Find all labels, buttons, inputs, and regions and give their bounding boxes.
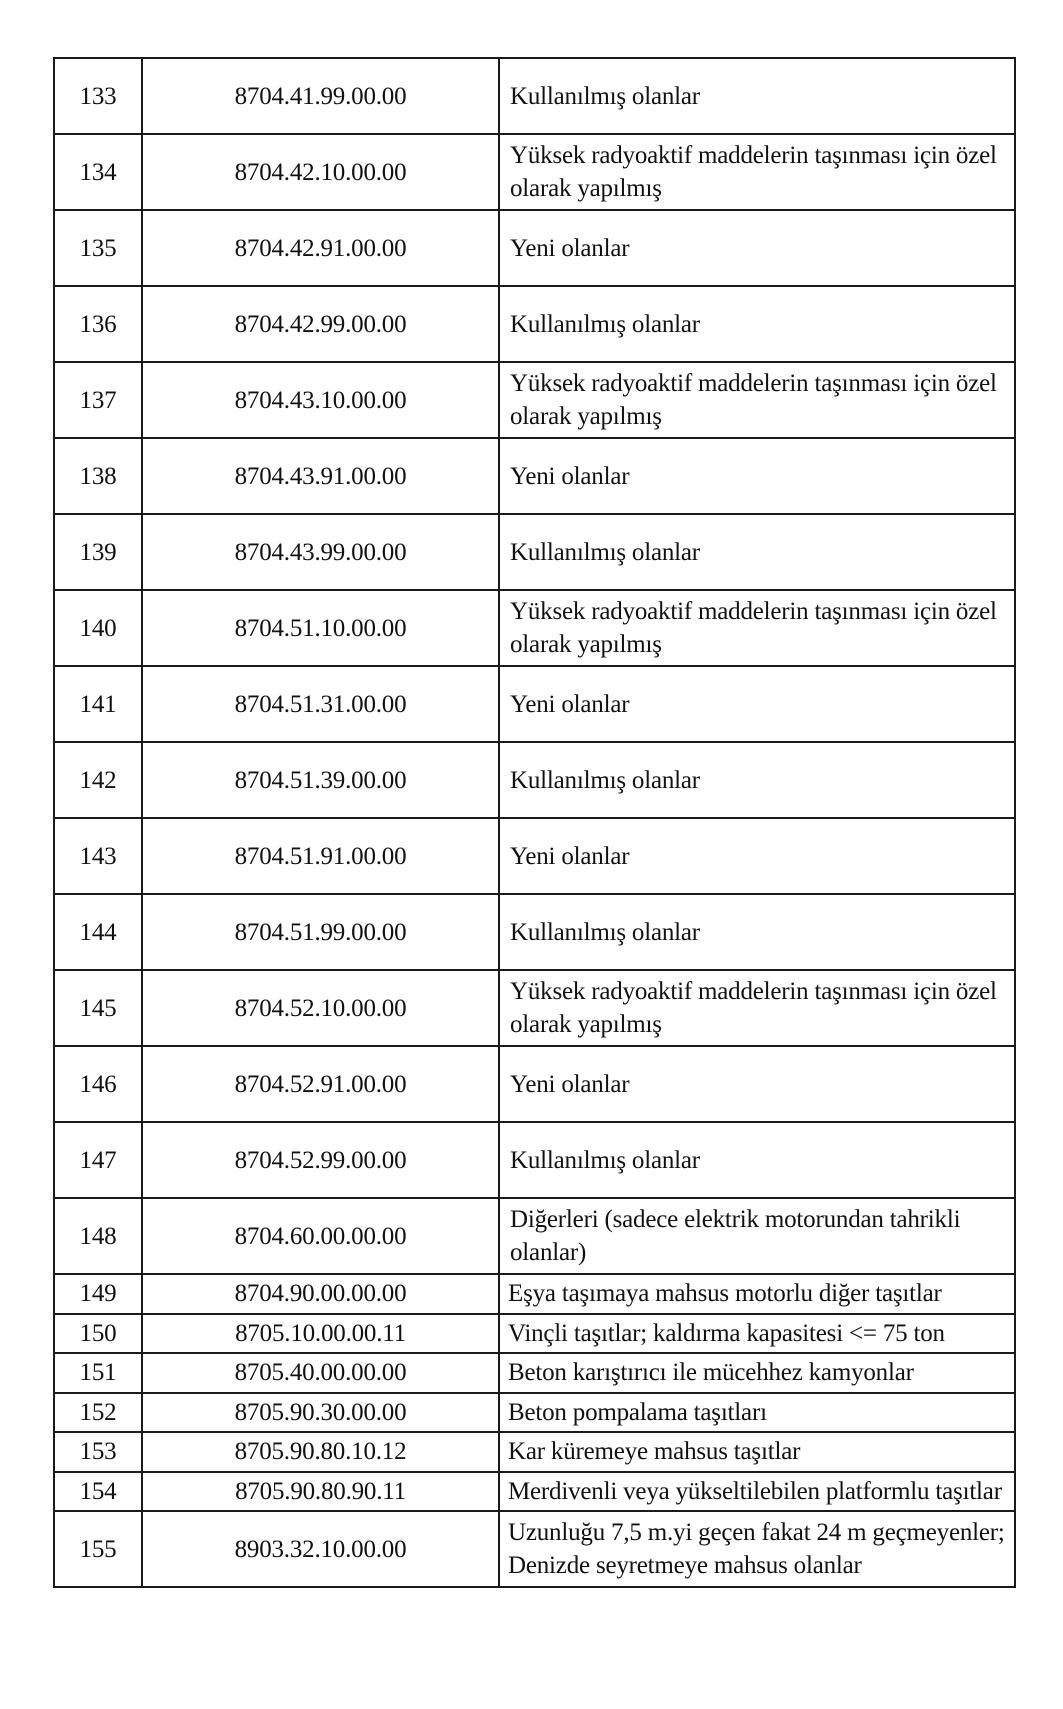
table-row — [55, 1433, 1016, 1473]
description-cell: Yüksek radyoaktif maddelerin taşınması için özel olarak yapılmış — [500, 363, 1016, 437]
description-cell: Merdivenli veya yükseltilebilen platformlu taşıtlar — [500, 1473, 1016, 1511]
row-number-cell: 146 — [55, 1047, 143, 1121]
description-cell: Vinçli taşıtlar; kaldırma kapasitesi <= 75 ton — [500, 1315, 1016, 1353]
table-row — [55, 59, 1016, 135]
description-cell: Kar küremeye mahsus taşıtlar — [500, 1433, 1016, 1471]
table-row — [55, 363, 1016, 439]
row-number-cell: 138 — [55, 439, 143, 513]
tariff-code-cell: 8704.51.10.00.00 — [143, 591, 500, 665]
row-number-cell: 154 — [55, 1473, 143, 1511]
row-number-cell: 148 — [55, 1199, 143, 1273]
description-cell: Eşya taşımaya mahsus motorlu diğer taşıtlar — [500, 1275, 1016, 1313]
row-number-cell: 141 — [55, 667, 143, 741]
description-cell: Yeni olanlar — [500, 439, 1016, 513]
table-row — [55, 211, 1016, 287]
table-row — [55, 1315, 1016, 1355]
row-number-cell: 152 — [55, 1394, 143, 1432]
tariff-code-cell: 8704.42.99.00.00 — [143, 287, 500, 361]
tariff-code-cell: 8704.60.00.00.00 — [143, 1199, 500, 1273]
description-cell: Uzunluğu 7,5 m.yi geçen fakat 24 m geçmeyenler; Denizde seyretmeye mahsus olanlar — [500, 1512, 1016, 1586]
description-cell: Yeni olanlar — [500, 211, 1016, 285]
table-row — [55, 819, 1016, 895]
row-number-cell: 143 — [55, 819, 143, 893]
row-number-cell: 137 — [55, 363, 143, 437]
row-number-cell: 139 — [55, 515, 143, 589]
table-row — [55, 1275, 1016, 1315]
row-number-cell: 133 — [55, 59, 143, 133]
description-cell: Yeni olanlar — [500, 667, 1016, 741]
tariff-code-cell: 8704.52.99.00.00 — [143, 1123, 500, 1197]
table-row — [55, 895, 1016, 971]
table-row — [55, 287, 1016, 363]
row-number-cell: 136 — [55, 287, 143, 361]
row-number-cell: 145 — [55, 971, 143, 1045]
row-number-cell: 140 — [55, 591, 143, 665]
description-cell: Yüksek radyoaktif maddelerin taşınması için özel olarak yapılmış — [500, 591, 1016, 665]
table-row — [55, 439, 1016, 515]
row-number-cell: 151 — [55, 1354, 143, 1392]
table-row — [55, 743, 1016, 819]
description-cell: Kullanılmış olanlar — [500, 743, 1016, 817]
tariff-table — [53, 57, 1016, 1588]
tariff-code-cell: 8704.43.99.00.00 — [143, 515, 500, 589]
description-cell: Yüksek radyoaktif maddelerin taşınması için özel olarak yapılmış — [500, 971, 1016, 1045]
description-cell: Kullanılmış olanlar — [500, 287, 1016, 361]
description-cell: Kullanılmış olanlar — [500, 1123, 1016, 1197]
table-row — [55, 1473, 1016, 1513]
table-row — [55, 1394, 1016, 1434]
tariff-code-cell: 8704.51.91.00.00 — [143, 819, 500, 893]
tariff-code-cell: 8704.42.91.00.00 — [143, 211, 500, 285]
tariff-code-cell: 8705.90.80.90.11 — [143, 1473, 500, 1511]
description-cell: Kullanılmış olanlar — [500, 59, 1016, 133]
tariff-code-cell: 8705.90.30.00.00 — [143, 1394, 500, 1432]
tariff-code-cell: 8704.90.00.00.00 — [143, 1275, 500, 1313]
description-cell: Yeni olanlar — [500, 819, 1016, 893]
description-cell: Beton karıştırıcı ile mücehhez kamyonlar — [500, 1354, 1016, 1392]
row-number-cell: 144 — [55, 895, 143, 969]
description-cell: Yeni olanlar — [500, 1047, 1016, 1121]
description-cell: Beton pompalama taşıtları — [500, 1394, 1016, 1432]
table-row — [55, 1123, 1016, 1199]
table-row — [55, 1199, 1016, 1275]
tariff-code-cell: 8704.41.99.00.00 — [143, 59, 500, 133]
row-number-cell: 155 — [55, 1512, 143, 1586]
row-number-cell: 147 — [55, 1123, 143, 1197]
tariff-code-cell: 8704.51.39.00.00 — [143, 743, 500, 817]
tariff-code-cell: 8704.51.31.00.00 — [143, 667, 500, 741]
table-row — [55, 1047, 1016, 1123]
table-row — [55, 591, 1016, 667]
description-cell: Kullanılmış olanlar — [500, 515, 1016, 589]
tariff-code-cell: 8704.51.99.00.00 — [143, 895, 500, 969]
row-number-cell: 149 — [55, 1275, 143, 1313]
table-row — [55, 515, 1016, 591]
tariff-code-cell: 8704.42.10.00.00 — [143, 135, 500, 209]
row-number-cell: 134 — [55, 135, 143, 209]
row-number-cell: 135 — [55, 211, 143, 285]
tariff-code-cell: 8704.52.10.00.00 — [143, 971, 500, 1045]
row-number-cell: 150 — [55, 1315, 143, 1353]
tariff-code-cell: 8704.52.91.00.00 — [143, 1047, 500, 1121]
table-row — [55, 667, 1016, 743]
tariff-code-cell: 8705.90.80.10.12 — [143, 1433, 500, 1471]
tariff-code-cell: 8704.43.91.00.00 — [143, 439, 500, 513]
row-number-cell: 142 — [55, 743, 143, 817]
description-cell: Yüksek radyoaktif maddelerin taşınması için özel olarak yapılmış — [500, 135, 1016, 209]
table-row — [55, 1354, 1016, 1394]
table-row — [55, 135, 1016, 211]
description-cell: Diğerleri (sadece elektrik motorundan tahrikli olanlar) — [500, 1199, 1016, 1273]
tariff-code-cell: 8705.10.00.00.11 — [143, 1315, 500, 1353]
table-row — [55, 1512, 1016, 1588]
tariff-code-cell: 8705.40.00.00.00 — [143, 1354, 500, 1392]
row-number-cell: 153 — [55, 1433, 143, 1471]
tariff-code-cell: 8903.32.10.00.00 — [143, 1512, 500, 1586]
description-cell: Kullanılmış olanlar — [500, 895, 1016, 969]
tariff-code-cell: 8704.43.10.00.00 — [143, 363, 500, 437]
table-row — [55, 971, 1016, 1047]
